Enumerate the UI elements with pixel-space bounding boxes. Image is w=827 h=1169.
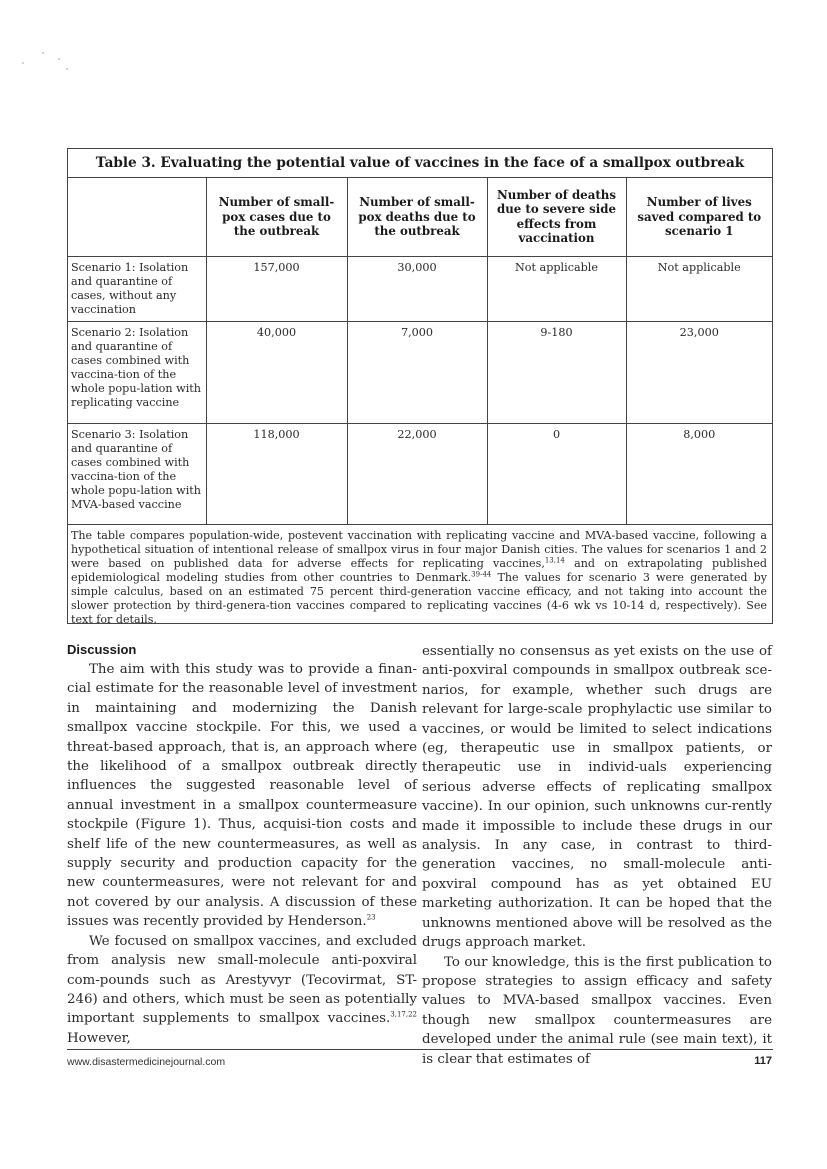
scenario-label: Scenario 3: Isolation and quarantine of cases combined with vaccina-tion of the whole popu-lation with MVA-based vaccine bbox=[68, 423, 206, 524]
citation: 23 bbox=[366, 913, 376, 922]
cases-cell: 40,000 bbox=[206, 321, 347, 423]
scenario-label: Scenario 2: Isolation and quarantine of cases combined with vaccina-tion of the whole popu-lation with replicating vaccine bbox=[68, 321, 206, 423]
lives-saved-cell: 23,000 bbox=[626, 321, 772, 423]
footer-url: www.disastermedicinejournal.com bbox=[67, 1056, 226, 1068]
side-effect-deaths-cell: Not applicable bbox=[487, 256, 626, 321]
table-3 bbox=[67, 148, 773, 624]
cases-cell: 157,000 bbox=[206, 256, 347, 321]
paragraph: essentially no consensus as yet exists on the use of anti-poxviral compounds in smallpox outbreak sce-narios, for example, whether such drugs are relevant for large-scale prophylactic use similar to vaccines, or would be limited to select indications (eg, therapeutic use in smallpox patients, or therapeutic use in individ-uals experiencing serious adverse effects of replicating smallpox vaccine). In our opinion, such unknowns cur-rently made it impossible to include these drugs in our analysis. In any case, in contrast to third-generation vaccines, no small-molecule anti-poxviral compound has as yet obtained EU marketing authorization. It can be hoped that the unknowns mentioned above will be resolved as the drugs approach market. bbox=[422, 644, 772, 951]
page-number: 117 bbox=[754, 1055, 772, 1067]
table-row-scenario-3 bbox=[68, 423, 772, 524]
header-deaths: Number of small-pox deaths due to the outbreak bbox=[347, 178, 487, 256]
header-cases: Number of small-pox cases due to the outbreak bbox=[206, 178, 347, 256]
data-table bbox=[68, 178, 772, 525]
cases-cell: 118,000 bbox=[206, 423, 347, 524]
deaths-cell: 30,000 bbox=[347, 256, 487, 321]
paragraph bbox=[67, 660, 417, 932]
scenario-label: Scenario 1: Isolation and quarantine of cases, without any vaccination bbox=[68, 256, 206, 321]
lives-saved-cell: 8,000 bbox=[626, 423, 772, 524]
paragraph bbox=[67, 932, 417, 1048]
text-column-right bbox=[422, 642, 772, 1069]
scan-specks bbox=[20, 48, 80, 78]
citation: 39-44 bbox=[471, 569, 492, 578]
paragraph-text: The aim with this study was to provide a finan-cial estimate for the reasonable level of investment in maintaining and modernizing the Danish smallpox vaccine stockpile. For this, we used a threat-based approach, that is, an approach where the likelihood of a smallpox outbreak directly influences the suggested reasonable level of annual investment in a smallpox countermeasure stockpile (Figure 1). Thus, acquisi-tion costs and shelf life of the new countermeasures, as well as supply security and production capacity for the new countermeasures, were not relevant for and not covered by our analysis. A discussion of these issues was recently provided by Henderson. bbox=[67, 662, 417, 930]
text-column-left bbox=[67, 642, 417, 1048]
paragraph: To our knowledge, this is the first publication to propose strategies to assign efficacy and safety values to MVA-based smallpox vaccines. Even though new smallpox countermeasures are developed under the animal rule (see main text), it is clear that estimates of bbox=[422, 954, 772, 1067]
table-caption bbox=[68, 525, 772, 627]
lives-saved-cell: Not applicable bbox=[626, 256, 772, 321]
caption-text: The table compares population-wide, postevent vaccination with replicating vaccine and MVA-based vaccine, following a hypothetical situation of intentional release of smallpox virus in four major Danish cities. The values for scenarios 1 and 2 were based on published data for adverse effects for replicating vaccines, bbox=[71, 528, 767, 570]
table-title: Table 3. Evaluating the potential value of vaccines in the face of a smallpox outbreak bbox=[68, 149, 772, 178]
table-row-scenario-1 bbox=[68, 256, 772, 321]
header-lives-saved: Number of lives saved compared to scenario 1 bbox=[626, 178, 772, 256]
side-effect-deaths-cell: 0 bbox=[487, 423, 626, 524]
caption-text: and on extrapolating published epidemiological modeling studies from other countries to Denmark. bbox=[71, 556, 767, 584]
header-empty bbox=[68, 178, 206, 256]
caption-text: The values for scenario 3 were generated by simple calculus, based on an estimated 75 percent third-generation vaccine efficacy, and not taking into account the slower protection by third-genera-tion vaccines compared to replicating vaccines (4-6 wk vs 10-14 d, respectively). See text for details. bbox=[71, 570, 767, 626]
citation: 3,17,22 bbox=[390, 1010, 417, 1019]
citation: 13,14 bbox=[544, 555, 565, 564]
paragraph-text: We focused on smallpox vaccines, and excluded from analysis new small-molecule anti-poxviral com-pounds such as Arestyvyr (Tecovirmat, ST-246) and others, which must be seen as potentially important supplements to smallpox vaccines. bbox=[67, 933, 417, 1027]
table-row-scenario-2 bbox=[68, 321, 772, 423]
header-side-effect-deaths: Number of deaths due to severe side effects from vaccination bbox=[487, 178, 626, 256]
side-effect-deaths-cell: 9-180 bbox=[487, 321, 626, 423]
paragraph-text: However, bbox=[67, 1030, 131, 1046]
header-row bbox=[68, 178, 772, 256]
deaths-cell: 7,000 bbox=[347, 321, 487, 423]
footer-divider bbox=[67, 1049, 773, 1050]
section-heading: Discussion bbox=[67, 642, 137, 657]
deaths-cell: 22,000 bbox=[347, 423, 487, 524]
